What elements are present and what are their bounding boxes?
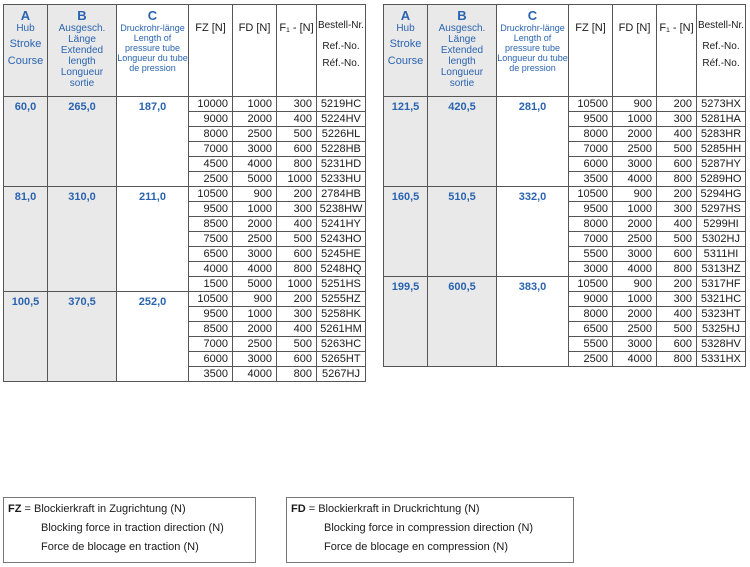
legend-fd-en: Blocking force in compression direction (N) xyxy=(324,522,534,534)
fz-cell: 9500 xyxy=(569,202,613,217)
fz-cell: 7500 xyxy=(189,232,233,247)
f1-cell: 600 xyxy=(657,157,697,172)
f1-cell: 400 xyxy=(657,217,697,232)
f1-cell: 600 xyxy=(657,247,697,262)
order-number-cell: 5302HJ xyxy=(697,232,746,247)
f1-cell: 800 xyxy=(657,352,697,367)
order-number-cell: 5281HA xyxy=(697,112,746,127)
f1-cell: 200 xyxy=(657,97,697,112)
fd-cell: 4000 xyxy=(233,367,277,382)
f1-cell: 800 xyxy=(277,262,317,277)
stroke-cell: 81,0 xyxy=(4,187,48,292)
tube-length-cell: 252,0 xyxy=(117,292,189,382)
col-a-header: A Hub Stroke Course xyxy=(4,5,48,97)
f1-cell: 300 xyxy=(657,292,697,307)
f1-cell: 300 xyxy=(277,202,317,217)
fz-cell: 10500 xyxy=(569,187,613,202)
f1-cell: 500 xyxy=(277,232,317,247)
order-number-cell: 5325HJ xyxy=(697,322,746,337)
f1-cell: 400 xyxy=(277,217,317,232)
order-number-cell: 5267HJ xyxy=(317,367,366,382)
stroke-cell: 199,5 xyxy=(384,277,428,367)
f1-cell: 800 xyxy=(277,157,317,172)
fd-cell: 2000 xyxy=(233,217,277,232)
fz-cell: 1500 xyxy=(189,277,233,292)
fd-cell: 3000 xyxy=(233,352,277,367)
f1-cell: 600 xyxy=(277,247,317,262)
fz-cell: 9000 xyxy=(189,112,233,127)
fz-cell: 7000 xyxy=(569,142,613,157)
f1-cell: 800 xyxy=(277,367,317,382)
f1-cell: 300 xyxy=(277,307,317,322)
fd-header: FD [N] xyxy=(233,5,277,97)
order-number-cell: 5317HF xyxy=(697,277,746,292)
legend-fd-de: Blockierkraft in Druckrichtung (N) xyxy=(318,503,480,515)
legend-fz-fr: Force de blocage en traction (N) xyxy=(41,541,199,553)
stroke-cell: 100,5 xyxy=(4,292,48,382)
tube-length-cell: 211,0 xyxy=(117,187,189,292)
f1-cell: 200 xyxy=(277,292,317,307)
stroke-cell: 60,0 xyxy=(4,97,48,187)
fd-cell: 2500 xyxy=(233,232,277,247)
tube-length-cell: 383,0 xyxy=(497,277,569,367)
fz-cell: 6500 xyxy=(189,247,233,262)
fz-cell: 8500 xyxy=(189,322,233,337)
order-number-header: Bestell-Nr. Ref.-No. Réf.-No. xyxy=(697,5,746,97)
fd-cell: 1000 xyxy=(613,202,657,217)
f1-header: F₁ - [N] xyxy=(277,5,317,97)
fd-cell: 3000 xyxy=(233,142,277,157)
f1-cell: 800 xyxy=(657,262,697,277)
fz-cell: 2500 xyxy=(189,172,233,187)
fz-cell: 6500 xyxy=(569,322,613,337)
fd-cell: 3000 xyxy=(233,247,277,262)
tube-length-cell: 187,0 xyxy=(117,97,189,187)
fz-cell: 10500 xyxy=(569,97,613,112)
f1-cell: 1000 xyxy=(277,277,317,292)
table-row xyxy=(384,187,746,202)
order-number-cell: 5219HC xyxy=(317,97,366,112)
fd-cell: 1000 xyxy=(613,292,657,307)
f1-cell: 1000 xyxy=(277,172,317,187)
order-number-cell: 5228HB xyxy=(317,142,366,157)
order-number-cell: 5311HI xyxy=(697,247,746,262)
order-number-cell: 5233HU xyxy=(317,172,366,187)
fz-cell: 7000 xyxy=(189,142,233,157)
order-number-cell: 5299HI xyxy=(697,217,746,232)
fd-cell: 3000 xyxy=(613,337,657,352)
fd-cell: 4000 xyxy=(613,352,657,367)
fz-cell: 9500 xyxy=(189,202,233,217)
order-number-cell: 5224HV xyxy=(317,112,366,127)
order-number-cell: 5331HX xyxy=(697,352,746,367)
tube-length-cell: 332,0 xyxy=(497,187,569,277)
col-b-header: B Ausgesch. Länge Extended length Longueur sortie xyxy=(428,5,497,97)
fz-cell: 6000 xyxy=(569,157,613,172)
legend-fd: FD = Blockierkraft in Druckrichtung (N) Blocking force in compression direction (N) Force de blocage en compression (N) xyxy=(286,497,574,563)
order-number-cell: 5226HL xyxy=(317,127,366,142)
f1-cell: 400 xyxy=(657,127,697,142)
fz-cell: 10000 xyxy=(189,97,233,112)
legend-fd-label: FD xyxy=(291,503,306,515)
order-number-cell: 5248HQ xyxy=(317,262,366,277)
order-number-cell: 5321HC xyxy=(697,292,746,307)
fz-cell: 5500 xyxy=(569,337,613,352)
extended-length-cell: 420,5 xyxy=(428,97,497,187)
fz-cell: 3000 xyxy=(569,262,613,277)
order-number-cell: 5273HX xyxy=(697,97,746,112)
fd-cell: 2000 xyxy=(613,127,657,142)
order-number-cell: 2784HB xyxy=(317,187,366,202)
fz-cell: 4500 xyxy=(189,157,233,172)
order-number-cell: 5283HR xyxy=(697,127,746,142)
fd-cell: 2500 xyxy=(613,322,657,337)
f1-cell: 800 xyxy=(657,172,697,187)
col-a-header: A Hub Stroke Course xyxy=(384,5,428,97)
order-number-cell: 5285HH xyxy=(697,142,746,157)
legend-fz-en: Blocking force in traction direction (N) xyxy=(41,522,224,534)
f1-cell: 300 xyxy=(657,112,697,127)
order-number-cell: 5265HT xyxy=(317,352,366,367)
order-number-cell: 5231HD xyxy=(317,157,366,172)
fd-cell: 1000 xyxy=(233,307,277,322)
order-number-cell: 5258HK xyxy=(317,307,366,322)
fd-cell: 4000 xyxy=(233,262,277,277)
fd-cell: 4000 xyxy=(613,262,657,277)
fz-cell: 10500 xyxy=(569,277,613,292)
table-row xyxy=(4,97,366,112)
legend-fz-de: Blockierkraft in Zugrichtung (N) xyxy=(34,503,186,515)
f1-cell: 500 xyxy=(657,322,697,337)
f1-cell: 300 xyxy=(657,202,697,217)
spec-table-right xyxy=(383,4,746,367)
f1-cell: 500 xyxy=(657,232,697,247)
order-number-cell: 5251HS xyxy=(317,277,366,292)
fd-cell: 4000 xyxy=(613,172,657,187)
fd-cell: 2000 xyxy=(613,307,657,322)
fd-cell: 2500 xyxy=(233,337,277,352)
stroke-cell: 121,5 xyxy=(384,97,428,187)
fz-cell: 9500 xyxy=(189,307,233,322)
order-number-cell: 5294HG xyxy=(697,187,746,202)
fz-cell: 8000 xyxy=(569,307,613,322)
fz-cell: 7000 xyxy=(189,337,233,352)
tube-length-cell: 281,0 xyxy=(497,97,569,187)
extended-length-cell: 600,5 xyxy=(428,277,497,367)
f1-cell: 400 xyxy=(277,322,317,337)
spec-table-left xyxy=(3,4,366,382)
fd-cell: 1000 xyxy=(233,202,277,217)
fd-cell: 5000 xyxy=(233,172,277,187)
order-number-cell: 5297HS xyxy=(697,202,746,217)
fz-cell: 9000 xyxy=(569,292,613,307)
fz-cell: 4000 xyxy=(189,262,233,277)
extended-length-cell: 310,0 xyxy=(48,187,117,292)
fd-cell: 1000 xyxy=(233,97,277,112)
order-number-cell: 5238HW xyxy=(317,202,366,217)
col-b-header: B Ausgesch. Länge Extended length Longueur sortie xyxy=(48,5,117,97)
order-number-cell: 5243HO xyxy=(317,232,366,247)
f1-cell: 200 xyxy=(657,277,697,292)
order-number-cell: 5328HV xyxy=(697,337,746,352)
fz-cell: 3500 xyxy=(189,367,233,382)
fz-cell: 8000 xyxy=(569,127,613,142)
f1-cell: 500 xyxy=(657,142,697,157)
legend-fz-label: FZ xyxy=(8,503,22,515)
col-c-header: C Druckrohr-länge Length of pressure tube Longueur du tube de pression xyxy=(117,5,189,97)
table-row xyxy=(384,277,746,292)
extended-length-cell: 265,0 xyxy=(48,97,117,187)
f1-header: F₁ - [N] xyxy=(657,5,697,97)
fd-cell: 3000 xyxy=(613,247,657,262)
fd-cell: 1000 xyxy=(613,112,657,127)
f1-cell: 200 xyxy=(657,187,697,202)
fd-cell: 900 xyxy=(613,187,657,202)
order-number-cell: 5255HZ xyxy=(317,292,366,307)
extended-length-cell: 370,5 xyxy=(48,292,117,382)
fd-cell: 2500 xyxy=(233,127,277,142)
fd-cell: 900 xyxy=(613,97,657,112)
fd-cell: 5000 xyxy=(233,277,277,292)
order-number-header: Bestell-Nr. Ref.-No. Réf.-No. xyxy=(317,5,366,97)
fz-cell: 2500 xyxy=(569,352,613,367)
f1-cell: 600 xyxy=(657,337,697,352)
f1-cell: 500 xyxy=(277,337,317,352)
f1-cell: 600 xyxy=(277,142,317,157)
order-number-cell: 5289HO xyxy=(697,172,746,187)
f1-cell: 200 xyxy=(277,187,317,202)
fd-cell: 2000 xyxy=(613,217,657,232)
table-row xyxy=(384,97,746,112)
fz-cell: 8000 xyxy=(189,127,233,142)
extended-length-cell: 510,5 xyxy=(428,187,497,277)
f1-cell: 300 xyxy=(277,97,317,112)
fz-header: FZ [N] xyxy=(569,5,613,97)
fd-cell: 2500 xyxy=(613,232,657,247)
fd-cell: 900 xyxy=(233,187,277,202)
order-number-cell: 5323HT xyxy=(697,307,746,322)
order-number-cell: 5287HY xyxy=(697,157,746,172)
stroke-cell: 160,5 xyxy=(384,187,428,277)
order-number-cell: 5263HC xyxy=(317,337,366,352)
table-row xyxy=(4,292,366,307)
order-number-cell: 5261HM xyxy=(317,322,366,337)
fz-cell: 10500 xyxy=(189,187,233,202)
fz-cell: 8000 xyxy=(569,217,613,232)
fz-cell: 10500 xyxy=(189,292,233,307)
legend-fd-fr: Force de blocage en compression (N) xyxy=(324,541,509,553)
fd-cell: 2500 xyxy=(613,142,657,157)
col-c-header: C Druckrohr-länge Length of pressure tube Longueur du tube de pression xyxy=(497,5,569,97)
table-row xyxy=(4,187,366,202)
fz-cell: 6000 xyxy=(189,352,233,367)
fz-cell: 5500 xyxy=(569,247,613,262)
fz-cell: 8500 xyxy=(189,217,233,232)
f1-cell: 500 xyxy=(277,127,317,142)
f1-cell: 400 xyxy=(657,307,697,322)
fd-cell: 4000 xyxy=(233,157,277,172)
order-number-cell: 5241HY xyxy=(317,217,366,232)
fd-cell: 2000 xyxy=(233,322,277,337)
f1-cell: 400 xyxy=(277,112,317,127)
fd-header: FD [N] xyxy=(613,5,657,97)
fz-cell: 9500 xyxy=(569,112,613,127)
fd-cell: 900 xyxy=(233,292,277,307)
fz-header: FZ [N] xyxy=(189,5,233,97)
fd-cell: 3000 xyxy=(613,157,657,172)
f1-cell: 600 xyxy=(277,352,317,367)
order-number-cell: 5313HZ xyxy=(697,262,746,277)
fz-cell: 3500 xyxy=(569,172,613,187)
fd-cell: 900 xyxy=(613,277,657,292)
legend-fz: FZ = Blockierkraft in Zugrichtung (N) Blocking force in traction direction (N) Force de blocage en traction (N) xyxy=(3,497,256,563)
fz-cell: 7000 xyxy=(569,232,613,247)
fd-cell: 2000 xyxy=(233,112,277,127)
order-number-cell: 5245HE xyxy=(317,247,366,262)
